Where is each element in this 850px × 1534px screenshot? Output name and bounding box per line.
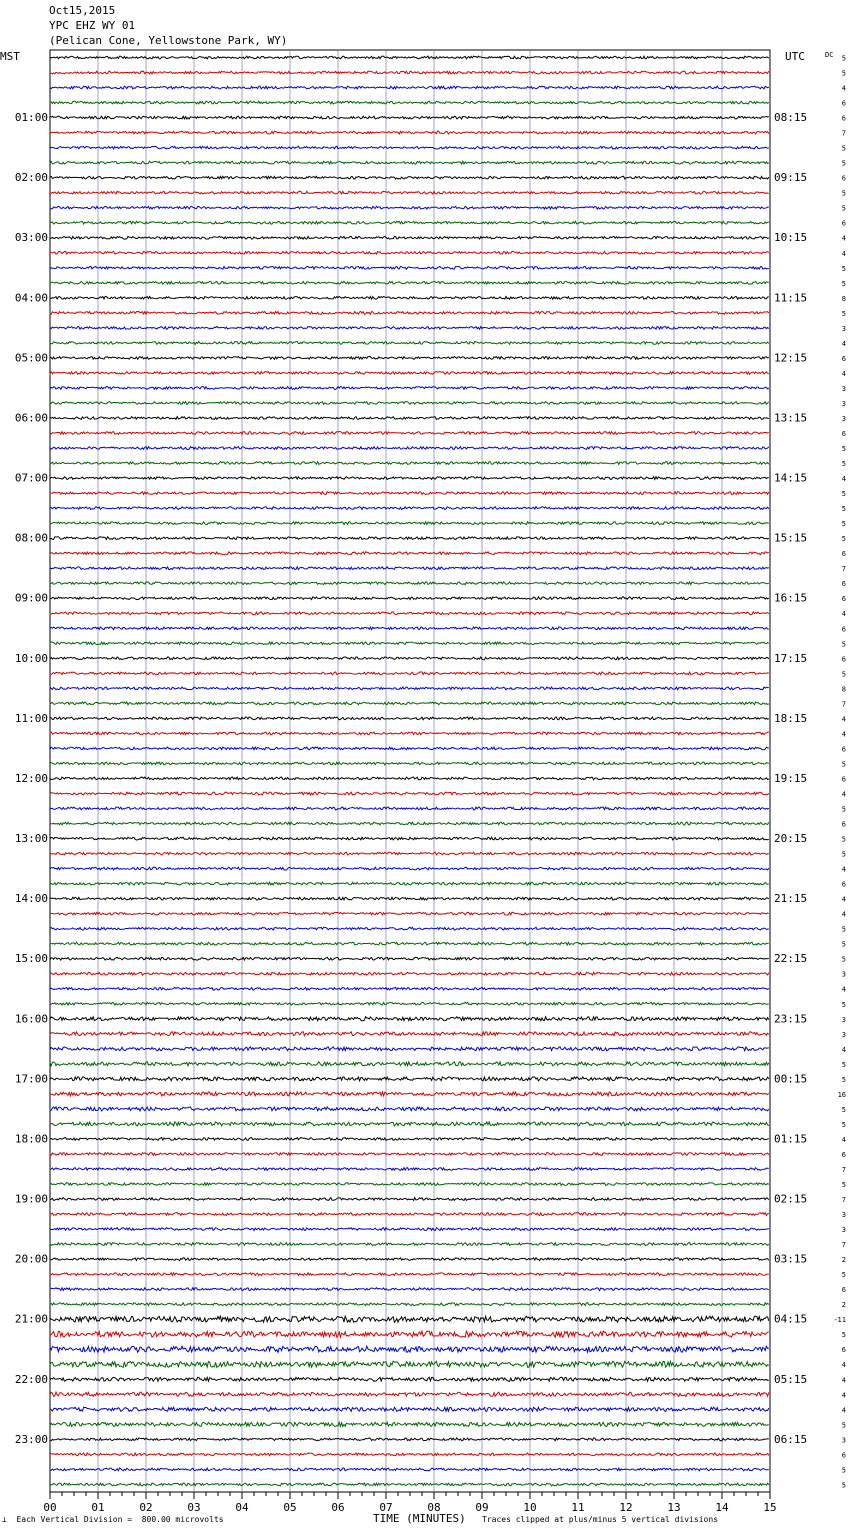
trace-row-79 (50, 1243, 769, 1246)
trace-row-93 (50, 1453, 769, 1456)
trace-row-12 (50, 236, 769, 239)
dc-offset-value: 4 (841, 610, 846, 619)
dc-offset-value: -11 (833, 1316, 846, 1325)
dc-offset-value: 5 (841, 1331, 846, 1340)
dc-offset-value: 5 (841, 940, 846, 949)
station-code: YPC EHZ WY 01 (49, 19, 136, 32)
dc-offset-value: 2 (841, 1256, 846, 1265)
trace-row-32 (50, 537, 769, 540)
dc-offset-value: 6 (841, 595, 846, 604)
trace-row-5 (50, 131, 769, 134)
dc-offset-value: 3 (841, 1436, 846, 1445)
trace-row-25 (50, 432, 769, 435)
right-hour-label: 20:15 (774, 832, 808, 846)
trace-row-89 (50, 1392, 769, 1396)
trace-row-41 (50, 672, 769, 675)
right-timezone-label: UTC (785, 50, 805, 63)
trace-row-77 (50, 1213, 769, 1216)
dc-offset-value: 16 (837, 1090, 846, 1099)
trace-row-42 (50, 687, 769, 690)
trace-row-4 (50, 116, 769, 119)
dc-offset-value: 6 (841, 625, 846, 634)
dc-offset-value: 6 (841, 745, 846, 754)
trace-row-63 (50, 1002, 769, 1005)
left-hour-label: 18:00 (14, 1132, 48, 1146)
dc-offset-value: 3 (841, 384, 846, 393)
x-tick-label: 05 (283, 1501, 297, 1514)
right-hour-label: 17:15 (774, 651, 808, 665)
dc-offset-value: 6 (841, 775, 846, 784)
dc-offset-value: 5 (841, 640, 846, 649)
trace-row-45 (50, 732, 769, 735)
trace-row-92 (50, 1438, 769, 1441)
dc-offset-value: 4 (841, 730, 846, 739)
trace-row-88 (50, 1377, 769, 1381)
x-tick-label: 10 (523, 1501, 537, 1514)
trace-row-84 (50, 1316, 769, 1322)
trace-row-1 (50, 71, 769, 74)
right-hour-label: 14:15 (774, 471, 808, 485)
trace-row-35 (50, 582, 769, 585)
x-tick-label: 08 (427, 1501, 441, 1514)
trace-row-33 (50, 552, 769, 555)
dc-offset-value: 6 (841, 820, 846, 829)
trace-row-52 (50, 837, 769, 840)
dc-offset-value: 5 (841, 1000, 846, 1009)
dc-offset-value: 4 (841, 1376, 846, 1385)
trace-row-37 (50, 612, 769, 615)
dc-offset-value: 5 (841, 760, 846, 769)
dc-offset-value: 5 (841, 520, 846, 529)
dc-offset-value: 4 (841, 369, 846, 378)
dc-offset-value: 3 (841, 1015, 846, 1024)
dc-offset-value: 4 (841, 715, 846, 724)
dc-offset-value: 5 (841, 204, 846, 213)
dc-offset-value: 6 (841, 880, 846, 889)
dc-offset-value: 5 (841, 309, 846, 318)
trace-row-28 (50, 477, 769, 480)
trace-row-29 (50, 492, 769, 495)
dc-offset-value: 6 (841, 1286, 846, 1295)
left-hour-label: 12:00 (14, 771, 48, 785)
dc-offset-value: 3 (841, 1226, 846, 1235)
left-hour-label: 08:00 (14, 531, 48, 545)
dc-offset-value: 4 (841, 790, 846, 799)
dc-offset-value: 8 (841, 685, 846, 694)
trace-row-23 (50, 402, 769, 405)
x-tick-label: 03 (187, 1501, 201, 1514)
x-tick-label: 04 (235, 1501, 249, 1514)
trace-row-65 (50, 1032, 769, 1036)
trace-row-16 (50, 296, 769, 299)
dc-offset-value: 3 (841, 1211, 846, 1220)
left-hour-label: 16:00 (14, 1012, 48, 1026)
trace-row-48 (50, 777, 769, 780)
x-tick-label: 12 (619, 1501, 633, 1514)
trace-row-87 (50, 1361, 769, 1367)
trace-row-76 (50, 1198, 769, 1201)
dc-offset-value: 7 (841, 1241, 846, 1250)
trace-row-51 (50, 822, 769, 825)
trace-row-67 (50, 1062, 769, 1066)
x-tick-label: 14 (715, 1501, 729, 1514)
left-hour-label: 01:00 (14, 111, 48, 125)
trace-row-82 (50, 1288, 769, 1291)
trace-row-54 (50, 867, 769, 870)
x-axis-title: TIME (MINUTES) (373, 1512, 466, 1525)
left-hour-label: 02:00 (14, 171, 48, 185)
right-hour-label: 10:15 (774, 231, 808, 245)
x-tick-label: 11 (571, 1501, 585, 1514)
trace-row-70 (50, 1107, 769, 1111)
dc-offset-value: 6 (841, 114, 846, 123)
dc-offset-value: 5 (841, 1075, 846, 1084)
left-hour-label: 07:00 (14, 471, 48, 485)
trace-row-26 (50, 447, 769, 450)
x-tick-label: 00 (43, 1501, 57, 1514)
trace-row-2 (50, 86, 769, 89)
trace-row-8 (50, 176, 769, 179)
trace-row-36 (50, 597, 769, 600)
left-hour-label: 03:00 (14, 231, 48, 245)
trace-row-14 (50, 266, 769, 269)
right-hour-label: 16:15 (774, 591, 808, 605)
trace-row-94 (50, 1468, 769, 1471)
trace-row-10 (50, 206, 769, 209)
dc-offset-value: 4 (841, 865, 846, 874)
trace-row-56 (50, 897, 769, 900)
dc-offset-value: 4 (841, 1361, 846, 1370)
dc-offset-value: 5 (841, 925, 846, 934)
trace-row-71 (50, 1122, 769, 1126)
left-timezone-label: MST (0, 50, 20, 63)
trace-row-24 (50, 417, 769, 420)
scale-note (2, 1515, 224, 1524)
trace-row-91 (50, 1422, 769, 1426)
right-hour-labels (774, 111, 807, 1446)
dc-offset-value: 4 (841, 895, 846, 904)
trace-row-39 (50, 642, 769, 645)
trace-row-38 (50, 627, 769, 630)
left-hour-labels (15, 111, 48, 1446)
right-hour-label: 00:15 (774, 1072, 808, 1086)
dc-offset-value: 3 (841, 324, 846, 333)
trace-row-57 (50, 912, 769, 915)
dc-offset-value: 4 (841, 1045, 846, 1054)
dc-offset-value: 4 (841, 84, 846, 93)
trace-row-80 (50, 1258, 769, 1261)
left-hour-label: 15:00 (14, 952, 48, 966)
right-hour-label: 13:15 (774, 411, 808, 425)
right-hour-label: 18:15 (774, 711, 808, 725)
x-tick-label: 07 (379, 1501, 393, 1514)
dc-offset-value: 5 (841, 1466, 846, 1475)
right-hour-label: 03:15 (774, 1252, 808, 1266)
right-hour-label: 12:15 (774, 351, 808, 365)
right-hour-label: 02:15 (774, 1192, 808, 1206)
trace-row-61 (50, 972, 769, 975)
right-hour-label: 09:15 (774, 171, 808, 185)
trace-row-86 (50, 1346, 769, 1352)
trace-row-30 (50, 507, 769, 510)
trace-row-69 (50, 1092, 769, 1096)
left-hour-label: 13:00 (14, 832, 48, 846)
left-hour-label: 09:00 (14, 591, 48, 605)
left-hour-label: 14:00 (14, 892, 48, 906)
dc-offset-value: 4 (841, 339, 846, 348)
x-tick-label: 06 (331, 1501, 345, 1514)
dc-offset-value: 4 (841, 1391, 846, 1400)
dc-column-label: DC (825, 51, 834, 59)
dc-offset-value: 5 (841, 189, 846, 198)
plot-frame (50, 50, 770, 1492)
x-tick-label: 15 (763, 1501, 777, 1514)
dc-offset-value: 5 (841, 1421, 846, 1430)
trace-row-20 (50, 356, 769, 359)
trace-row-40 (50, 657, 769, 660)
x-tick-label: 02 (139, 1501, 153, 1514)
right-hour-label: 11:15 (774, 291, 808, 305)
trace-row-59 (50, 942, 769, 945)
dc-offset-value: 3 (841, 970, 846, 979)
trace-row-68 (50, 1077, 769, 1081)
scale-mark-icon: ⟂ (2, 1515, 7, 1524)
trace-row-60 (50, 957, 769, 960)
trace-row-43 (50, 702, 769, 705)
trace-row-13 (50, 251, 769, 254)
trace-row-19 (50, 341, 769, 344)
dc-offset-labels (833, 55, 846, 1490)
dc-offset-value: 5 (841, 445, 846, 454)
trace-row-9 (50, 191, 769, 194)
dc-offset-value: 5 (841, 670, 846, 679)
trace-row-73 (50, 1153, 769, 1156)
trace-row-53 (50, 852, 769, 855)
dc-offset-value: 3 (841, 399, 846, 408)
dc-offset-value: 6 (841, 1150, 846, 1159)
x-tick-label: 13 (667, 1501, 681, 1514)
dc-offset-value: 5 (841, 264, 846, 273)
left-hour-label: 20:00 (14, 1252, 48, 1266)
trace-row-90 (50, 1407, 769, 1411)
right-hour-label: 05:15 (774, 1372, 808, 1386)
trace-row-58 (50, 927, 769, 930)
dc-offset-value: 6 (841, 430, 846, 438)
trace-row-66 (50, 1047, 769, 1051)
dc-offset-value: 2 (841, 1301, 846, 1310)
dc-offset-value: 5 (841, 1120, 846, 1129)
dc-offset-value: 5 (841, 505, 846, 514)
x-tick-label: 09 (475, 1501, 489, 1514)
dc-offset-value: 4 (841, 475, 846, 484)
trace-row-78 (50, 1228, 769, 1231)
dc-offset-value: 6 (841, 550, 846, 559)
dc-offset-value: 4 (841, 1406, 846, 1415)
right-hour-label: 06:15 (774, 1432, 808, 1446)
trace-row-17 (50, 311, 769, 314)
right-hour-label: 23:15 (774, 1012, 808, 1026)
plot-date: Oct15,2015 (49, 4, 116, 17)
trace-row-50 (50, 807, 769, 810)
trace-row-72 (50, 1138, 769, 1141)
trace-row-95 (50, 1483, 769, 1486)
dc-offset-value: 5 (841, 69, 846, 78)
trace-row-3 (50, 101, 769, 104)
left-hour-label: 21:00 (14, 1312, 48, 1326)
trace-row-6 (50, 146, 769, 149)
dc-offset-value: 5 (841, 159, 846, 168)
dc-offset-value: 6 (841, 99, 846, 108)
right-hour-label: 21:15 (774, 892, 808, 906)
dc-offset-value: 4 (841, 910, 846, 919)
dc-offset-value: 5 (841, 490, 846, 499)
trace-rows (50, 56, 769, 1486)
x-axis (43, 1492, 776, 1514)
trace-row-11 (50, 221, 769, 224)
trace-row-46 (50, 747, 769, 750)
dc-offset-value: 6 (841, 655, 846, 664)
clip-note: Traces clipped at plus/minus 5 vertical divisions (482, 1515, 719, 1524)
dc-offset-value: 6 (841, 174, 846, 183)
trace-row-27 (50, 462, 769, 465)
dc-offset-value: 5 (841, 1481, 846, 1490)
right-hour-label: 22:15 (774, 952, 808, 966)
right-hour-label: 19:15 (774, 771, 808, 785)
dc-offset-value: 6 (841, 219, 846, 228)
dc-offset-value: 6 (841, 580, 846, 589)
trace-row-34 (50, 567, 769, 570)
dc-offset-value: 6 (841, 1451, 846, 1460)
dc-offset-value: 4 (841, 234, 846, 243)
dc-offset-value: 5 (841, 535, 846, 544)
right-hour-label: 15:15 (774, 531, 808, 545)
left-hour-label: 19:00 (14, 1192, 48, 1206)
left-hour-label: 06:00 (14, 411, 48, 425)
dc-offset-value: 7 (841, 1196, 846, 1205)
dc-offset-value: 7 (841, 700, 846, 709)
dc-offset-value: 7 (841, 565, 846, 574)
dc-offset-value: 5 (841, 144, 846, 153)
right-hour-label: 04:15 (774, 1312, 808, 1326)
right-hour-label: 08:15 (774, 111, 808, 125)
scale-text: Each Vertical Division = 800.00 microvolts (16, 1515, 224, 1524)
trace-row-22 (50, 387, 769, 390)
trace-row-49 (50, 792, 769, 795)
dc-offset-value: 4 (841, 985, 846, 994)
dc-offset-value: 5 (841, 460, 846, 469)
trace-row-31 (50, 522, 769, 525)
dc-offset-value: 5 (841, 54, 846, 63)
trace-row-7 (50, 161, 769, 164)
dc-offset-value: 5 (841, 1060, 846, 1069)
dc-offset-value: 5 (841, 955, 846, 964)
dc-offset-value: 5 (841, 1105, 846, 1114)
dc-offset-value: 5 (841, 850, 846, 859)
trace-row-0 (50, 56, 769, 59)
trace-row-15 (50, 281, 769, 284)
dc-offset-value: 3 (841, 1030, 846, 1039)
trace-row-21 (50, 372, 769, 375)
left-hour-label: 23:00 (14, 1432, 48, 1446)
trace-row-81 (50, 1273, 769, 1276)
trace-row-18 (50, 326, 769, 329)
right-hour-label: 01:15 (774, 1132, 808, 1146)
trace-row-83 (50, 1303, 769, 1306)
trace-row-62 (50, 987, 769, 990)
x-tick-label: 01 (91, 1501, 105, 1514)
dc-offset-value: 7 (841, 129, 846, 138)
dc-offset-value: 4 (841, 1135, 846, 1144)
dc-offset-value: 6 (841, 1346, 846, 1355)
trace-row-55 (50, 882, 769, 885)
trace-row-47 (50, 762, 769, 765)
trace-row-74 (50, 1168, 769, 1171)
dc-offset-value: 8 (841, 294, 846, 303)
trace-row-44 (50, 717, 769, 720)
dc-offset-value: 7 (841, 1165, 846, 1174)
left-hour-label: 10:00 (14, 651, 48, 665)
left-hour-label: 17:00 (14, 1072, 48, 1086)
dc-offset-value: 5 (841, 835, 846, 844)
dc-offset-value: 5 (841, 279, 846, 288)
trace-row-75 (50, 1183, 769, 1186)
dc-offset-value: 4 (841, 249, 846, 258)
left-hour-label: 04:00 (14, 291, 48, 305)
left-hour-label: 11:00 (14, 711, 48, 725)
dc-offset-value: 5 (841, 805, 846, 814)
trace-row-64 (50, 1017, 769, 1021)
trace-row-85 (50, 1331, 769, 1337)
left-hour-label: 22:00 (14, 1372, 48, 1386)
dc-offset-value: 5 (841, 1271, 846, 1280)
dc-offset-value: 6 (841, 354, 846, 363)
station-location: (Pelican Cone, Yellowstone Park, WY) (49, 34, 288, 47)
dc-offset-value: 5 (841, 1181, 846, 1189)
dc-offset-value: 3 (841, 414, 846, 423)
left-hour-label: 05:00 (14, 351, 48, 365)
